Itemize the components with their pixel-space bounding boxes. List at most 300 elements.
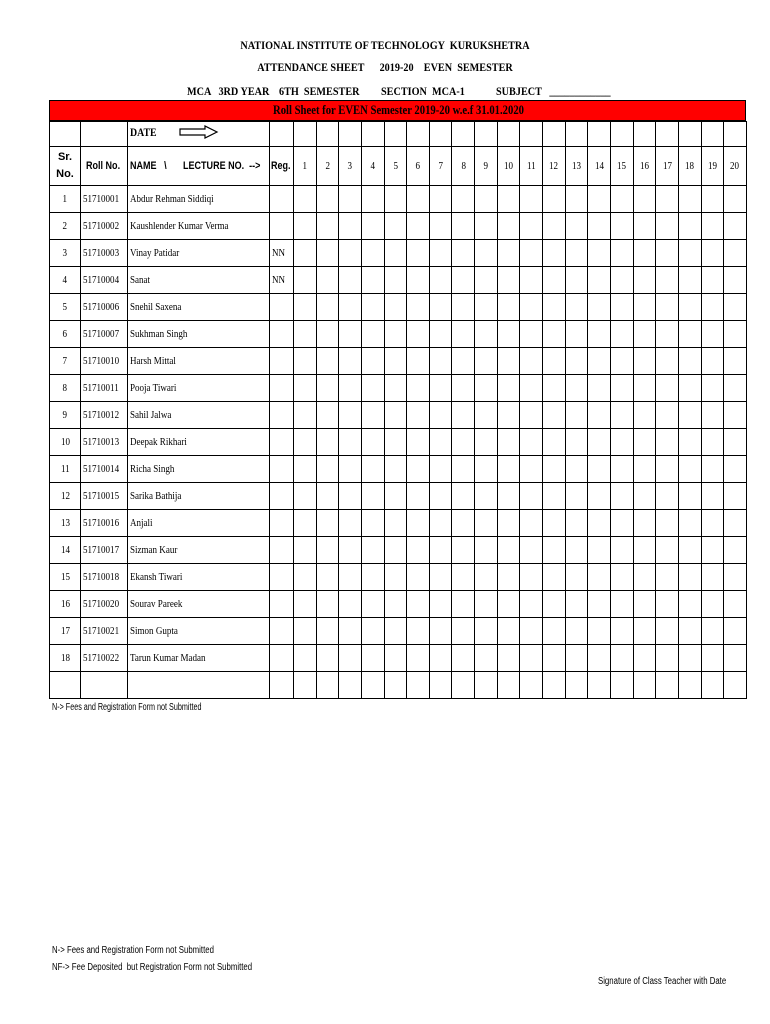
attendance-cell[interactable] [407,240,430,267]
attendance-cell[interactable] [429,618,452,645]
attendance-cell[interactable] [475,267,498,294]
attendance-cell[interactable] [588,267,611,294]
attendance-cell[interactable] [316,429,339,456]
attendance-cell[interactable] [656,618,679,645]
attendance-cell[interactable] [294,510,317,537]
attendance-cell[interactable] [316,645,339,672]
attendance-cell[interactable] [633,591,656,618]
attendance-cell[interactable] [520,564,543,591]
attendance-cell[interactable] [384,186,407,213]
attendance-cell[interactable] [497,186,520,213]
attendance-cell[interactable] [452,375,475,402]
attendance-cell[interactable] [429,267,452,294]
blank-cell[interactable] [339,672,362,699]
attendance-cell[interactable] [610,456,633,483]
attendance-cell[interactable] [475,564,498,591]
attendance-cell[interactable] [656,510,679,537]
attendance-cell[interactable] [475,186,498,213]
attendance-cell[interactable] [565,240,588,267]
attendance-cell[interactable] [316,456,339,483]
attendance-cell[interactable] [543,510,566,537]
attendance-cell[interactable] [497,321,520,348]
attendance-cell[interactable] [497,429,520,456]
attendance-cell[interactable] [361,348,384,375]
attendance-cell[interactable] [361,267,384,294]
attendance-cell[interactable] [339,456,362,483]
attendance-cell[interactable] [497,402,520,429]
attendance-cell[interactable] [452,456,475,483]
attendance-cell[interactable] [497,375,520,402]
attendance-cell[interactable] [384,564,407,591]
attendance-cell[interactable] [588,375,611,402]
attendance-cell[interactable] [724,186,747,213]
attendance-cell[interactable] [543,402,566,429]
attendance-cell[interactable] [520,645,543,672]
attendance-cell[interactable] [724,294,747,321]
attendance-cell[interactable] [678,510,701,537]
attendance-cell[interactable] [656,267,679,294]
attendance-cell[interactable] [384,348,407,375]
blank-cell[interactable] [678,672,701,699]
attendance-cell[interactable] [361,375,384,402]
attendance-cell[interactable] [339,591,362,618]
attendance-cell[interactable] [724,321,747,348]
attendance-cell[interactable] [475,537,498,564]
attendance-cell[interactable] [543,186,566,213]
attendance-cell[interactable] [429,564,452,591]
attendance-cell[interactable] [497,294,520,321]
attendance-cell[interactable] [407,213,430,240]
attendance-cell[interactable] [520,267,543,294]
attendance-cell[interactable] [384,645,407,672]
attendance-cell[interactable] [294,267,317,294]
attendance-cell[interactable] [724,537,747,564]
attendance-cell[interactable] [610,240,633,267]
attendance-cell[interactable] [407,294,430,321]
attendance-cell[interactable] [294,591,317,618]
blank-cell[interactable] [497,672,520,699]
attendance-cell[interactable] [339,213,362,240]
attendance-cell[interactable] [678,402,701,429]
attendance-cell[interactable] [543,375,566,402]
blank-cell[interactable] [656,672,679,699]
attendance-cell[interactable] [407,645,430,672]
attendance-cell[interactable] [520,591,543,618]
attendance-cell[interactable] [633,267,656,294]
attendance-cell[interactable] [407,483,430,510]
attendance-cell[interactable] [678,483,701,510]
attendance-cell[interactable] [543,645,566,672]
blank-cell[interactable] [633,672,656,699]
attendance-cell[interactable] [407,429,430,456]
attendance-cell[interactable] [588,510,611,537]
attendance-cell[interactable] [610,645,633,672]
attendance-cell[interactable] [701,456,724,483]
attendance-cell[interactable] [701,348,724,375]
attendance-cell[interactable] [452,537,475,564]
attendance-cell[interactable] [724,618,747,645]
attendance-cell[interactable] [384,267,407,294]
attendance-cell[interactable] [294,186,317,213]
attendance-cell[interactable] [678,537,701,564]
attendance-cell[interactable] [520,294,543,321]
attendance-cell[interactable] [520,483,543,510]
attendance-cell[interactable] [407,267,430,294]
attendance-cell[interactable] [678,456,701,483]
attendance-cell[interactable] [452,402,475,429]
attendance-cell[interactable] [633,429,656,456]
attendance-cell[interactable] [361,483,384,510]
attendance-cell[interactable] [361,213,384,240]
attendance-cell[interactable] [384,375,407,402]
attendance-cell[interactable] [407,618,430,645]
attendance-cell[interactable] [429,645,452,672]
attendance-cell[interactable] [384,618,407,645]
attendance-cell[interactable] [701,321,724,348]
attendance-cell[interactable] [339,429,362,456]
blank-cell[interactable] [543,672,566,699]
attendance-cell[interactable] [520,402,543,429]
attendance-cell[interactable] [724,483,747,510]
blank-cell[interactable] [701,672,724,699]
attendance-cell[interactable] [361,240,384,267]
attendance-cell[interactable] [588,537,611,564]
attendance-cell[interactable] [565,645,588,672]
attendance-cell[interactable] [475,483,498,510]
attendance-cell[interactable] [339,321,362,348]
attendance-cell[interactable] [316,402,339,429]
attendance-cell[interactable] [294,645,317,672]
attendance-cell[interactable] [361,537,384,564]
attendance-cell[interactable] [452,294,475,321]
attendance-cell[interactable] [429,294,452,321]
attendance-cell[interactable] [610,348,633,375]
attendance-cell[interactable] [724,591,747,618]
attendance-cell[interactable] [452,240,475,267]
attendance-cell[interactable] [429,240,452,267]
attendance-cell[interactable] [565,456,588,483]
attendance-cell[interactable] [565,321,588,348]
attendance-cell[interactable] [316,510,339,537]
attendance-cell[interactable] [701,537,724,564]
attendance-cell[interactable] [701,375,724,402]
attendance-cell[interactable] [633,456,656,483]
attendance-cell[interactable] [339,375,362,402]
attendance-cell[interactable] [588,564,611,591]
attendance-cell[interactable] [429,375,452,402]
attendance-cell[interactable] [543,537,566,564]
attendance-cell[interactable] [678,240,701,267]
attendance-cell[interactable] [407,402,430,429]
attendance-cell[interactable] [384,321,407,348]
attendance-cell[interactable] [701,294,724,321]
attendance-cell[interactable] [384,213,407,240]
attendance-cell[interactable] [294,618,317,645]
attendance-cell[interactable] [361,294,384,321]
attendance-cell[interactable] [565,267,588,294]
attendance-cell[interactable] [294,213,317,240]
attendance-cell[interactable] [678,294,701,321]
attendance-cell[interactable] [610,213,633,240]
attendance-cell[interactable] [475,402,498,429]
attendance-cell[interactable] [701,213,724,240]
attendance-cell[interactable] [678,429,701,456]
attendance-cell[interactable] [294,321,317,348]
attendance-cell[interactable] [633,510,656,537]
blank-cell[interactable] [361,672,384,699]
attendance-cell[interactable] [633,348,656,375]
attendance-cell[interactable] [384,456,407,483]
attendance-cell[interactable] [543,591,566,618]
attendance-cell[interactable] [543,294,566,321]
attendance-cell[interactable] [701,645,724,672]
attendance-cell[interactable] [520,186,543,213]
attendance-cell[interactable] [294,375,317,402]
attendance-cell[interactable] [633,483,656,510]
attendance-cell[interactable] [429,429,452,456]
attendance-cell[interactable] [452,564,475,591]
attendance-cell[interactable] [475,321,498,348]
attendance-cell[interactable] [339,510,362,537]
attendance-cell[interactable] [407,510,430,537]
attendance-cell[interactable] [588,429,611,456]
attendance-cell[interactable] [543,240,566,267]
attendance-cell[interactable] [497,456,520,483]
attendance-cell[interactable] [543,348,566,375]
attendance-cell[interactable] [407,591,430,618]
attendance-cell[interactable] [361,402,384,429]
attendance-cell[interactable] [384,240,407,267]
attendance-cell[interactable] [497,267,520,294]
blank-cell[interactable] [475,672,498,699]
attendance-cell[interactable] [701,402,724,429]
attendance-cell[interactable] [316,294,339,321]
attendance-cell[interactable] [361,564,384,591]
attendance-cell[interactable] [565,537,588,564]
attendance-cell[interactable] [316,348,339,375]
attendance-cell[interactable] [339,483,362,510]
attendance-cell[interactable] [339,564,362,591]
blank-cell[interactable] [565,672,588,699]
attendance-cell[interactable] [429,483,452,510]
attendance-cell[interactable] [633,618,656,645]
attendance-cell[interactable] [361,510,384,537]
attendance-cell[interactable] [475,294,498,321]
attendance-cell[interactable] [565,348,588,375]
attendance-cell[interactable] [724,564,747,591]
attendance-cell[interactable] [610,537,633,564]
attendance-cell[interactable] [316,375,339,402]
attendance-cell[interactable] [701,429,724,456]
attendance-cell[interactable] [339,186,362,213]
attendance-cell[interactable] [520,321,543,348]
attendance-cell[interactable] [429,537,452,564]
attendance-cell[interactable] [429,510,452,537]
blank-cell[interactable] [316,672,339,699]
attendance-cell[interactable] [724,510,747,537]
attendance-cell[interactable] [543,429,566,456]
attendance-cell[interactable] [339,537,362,564]
attendance-cell[interactable] [565,510,588,537]
attendance-cell[interactable] [701,564,724,591]
attendance-cell[interactable] [339,645,362,672]
attendance-cell[interactable] [475,375,498,402]
attendance-cell[interactable] [520,240,543,267]
attendance-cell[interactable] [407,375,430,402]
attendance-cell[interactable] [384,429,407,456]
attendance-cell[interactable] [633,186,656,213]
attendance-cell[interactable] [633,321,656,348]
attendance-cell[interactable] [565,483,588,510]
attendance-cell[interactable] [633,645,656,672]
attendance-cell[interactable] [407,537,430,564]
attendance-cell[interactable] [610,321,633,348]
blank-cell[interactable] [588,672,611,699]
attendance-cell[interactable] [497,537,520,564]
attendance-cell[interactable] [610,186,633,213]
attendance-cell[interactable] [588,348,611,375]
attendance-cell[interactable] [588,591,611,618]
attendance-cell[interactable] [656,186,679,213]
attendance-cell[interactable] [475,240,498,267]
attendance-cell[interactable] [452,213,475,240]
attendance-cell[interactable] [565,429,588,456]
attendance-cell[interactable] [610,294,633,321]
attendance-cell[interactable] [610,429,633,456]
attendance-cell[interactable] [294,564,317,591]
attendance-cell[interactable] [678,186,701,213]
attendance-cell[interactable] [316,321,339,348]
attendance-cell[interactable] [588,483,611,510]
attendance-cell[interactable] [724,375,747,402]
attendance-cell[interactable] [316,240,339,267]
attendance-cell[interactable] [294,537,317,564]
attendance-cell[interactable] [452,348,475,375]
attendance-cell[interactable] [384,537,407,564]
attendance-cell[interactable] [339,618,362,645]
attendance-cell[interactable] [588,618,611,645]
attendance-cell[interactable] [316,267,339,294]
attendance-cell[interactable] [543,483,566,510]
attendance-cell[interactable] [724,429,747,456]
attendance-cell[interactable] [294,456,317,483]
attendance-cell[interactable] [565,402,588,429]
attendance-cell[interactable] [520,348,543,375]
blank-cell[interactable] [610,672,633,699]
attendance-cell[interactable] [316,618,339,645]
attendance-cell[interactable] [724,240,747,267]
attendance-cell[interactable] [543,267,566,294]
attendance-cell[interactable] [497,240,520,267]
attendance-cell[interactable] [701,267,724,294]
attendance-cell[interactable] [497,510,520,537]
attendance-cell[interactable] [565,294,588,321]
attendance-cell[interactable] [452,429,475,456]
attendance-cell[interactable] [497,645,520,672]
attendance-cell[interactable] [701,510,724,537]
attendance-cell[interactable] [724,456,747,483]
attendance-cell[interactable] [452,510,475,537]
attendance-cell[interactable] [384,483,407,510]
attendance-cell[interactable] [429,348,452,375]
attendance-cell[interactable] [656,321,679,348]
attendance-cell[interactable] [678,321,701,348]
attendance-cell[interactable] [497,564,520,591]
attendance-cell[interactable] [294,483,317,510]
attendance-cell[interactable] [452,591,475,618]
attendance-cell[interactable] [678,375,701,402]
attendance-cell[interactable] [520,456,543,483]
attendance-cell[interactable] [678,564,701,591]
attendance-cell[interactable] [339,267,362,294]
attendance-cell[interactable] [520,429,543,456]
attendance-cell[interactable] [429,456,452,483]
attendance-cell[interactable] [656,375,679,402]
blank-cell[interactable] [520,672,543,699]
attendance-cell[interactable] [656,240,679,267]
attendance-cell[interactable] [656,348,679,375]
attendance-cell[interactable] [656,213,679,240]
attendance-cell[interactable] [588,186,611,213]
attendance-cell[interactable] [429,186,452,213]
attendance-cell[interactable] [361,456,384,483]
attendance-cell[interactable] [610,618,633,645]
attendance-cell[interactable] [452,618,475,645]
attendance-cell[interactable] [429,591,452,618]
attendance-cell[interactable] [294,429,317,456]
attendance-cell[interactable] [724,348,747,375]
attendance-cell[interactable] [633,240,656,267]
attendance-cell[interactable] [407,348,430,375]
attendance-cell[interactable] [610,267,633,294]
attendance-cell[interactable] [701,483,724,510]
attendance-cell[interactable] [452,267,475,294]
attendance-cell[interactable] [294,240,317,267]
attendance-cell[interactable] [610,591,633,618]
attendance-cell[interactable] [633,294,656,321]
attendance-cell[interactable] [497,483,520,510]
attendance-cell[interactable] [452,483,475,510]
attendance-cell[interactable] [701,240,724,267]
attendance-cell[interactable] [610,375,633,402]
attendance-cell[interactable] [475,348,498,375]
attendance-cell[interactable] [475,456,498,483]
attendance-cell[interactable] [361,618,384,645]
attendance-cell[interactable] [678,267,701,294]
attendance-cell[interactable] [610,402,633,429]
attendance-cell[interactable] [724,402,747,429]
attendance-cell[interactable] [656,429,679,456]
attendance-cell[interactable] [656,483,679,510]
attendance-cell[interactable] [452,186,475,213]
attendance-cell[interactable] [678,348,701,375]
attendance-cell[interactable] [588,321,611,348]
attendance-cell[interactable] [339,240,362,267]
attendance-cell[interactable] [294,348,317,375]
attendance-cell[interactable] [565,591,588,618]
attendance-cell[interactable] [339,402,362,429]
attendance-cell[interactable] [407,321,430,348]
blank-cell[interactable] [407,672,430,699]
attendance-cell[interactable] [475,429,498,456]
attendance-cell[interactable] [294,294,317,321]
attendance-cell[interactable] [565,186,588,213]
attendance-cell[interactable] [565,375,588,402]
attendance-cell[interactable] [633,402,656,429]
attendance-cell[interactable] [633,564,656,591]
blank-cell[interactable] [429,672,452,699]
attendance-cell[interactable] [543,618,566,645]
